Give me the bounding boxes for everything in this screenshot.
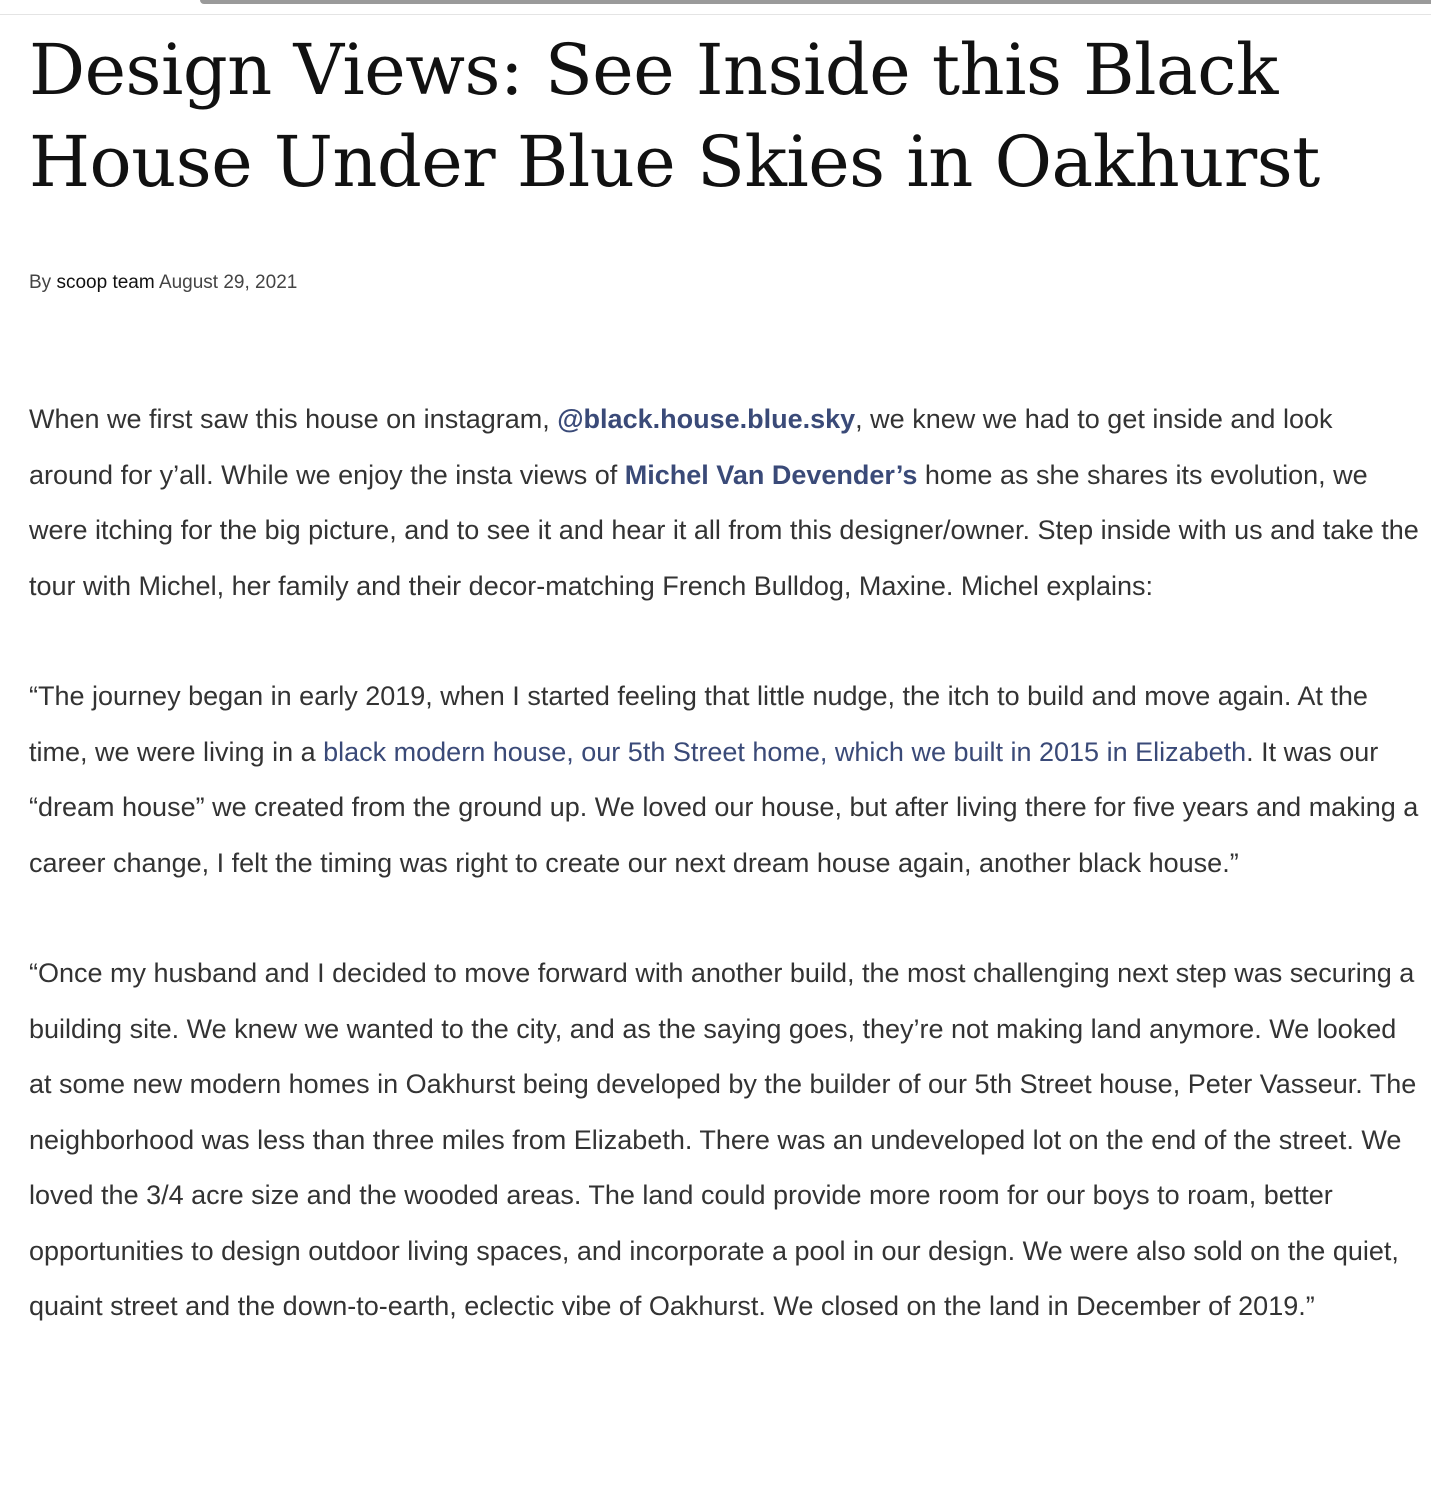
paragraph-building-site: “Once my husband and I decided to move forward with another build, the most challenging next step was securing a building site. We knew we wanted to the city, and as the saying goes, they’re not making land anymore. We looked at some new modern homes in Oakhurst being developed by the builder of our 5th Street house, Peter Vasseur. The neighborhood was less than three miles from Elizabeth. There was an undeveloped lot on the end of the street. We loved the 3/4 acre size and the wooded areas. The land could provide more room for our boys to roam, better opportunities to design outdoor living spaces, and incorporate a pool in our design. We were also sold on the quiet, quaint street and the down-to-earth, eclectic vibe of Oakhurst. We closed on the land in December of 2019.” [29,958,1417,1321]
previous-home-link[interactable]: black modern house, our 5th Street home, which we built in 2015 in Elizabeth [323,736,1247,767]
paragraph-journey-text-1: “The journey began in early 2019, when I started feeling that little nudge, the itch to build and move again. At the time, we were living in a [29,681,1368,767]
paragraph-journey-text-2: . It was our “dream house” we created from the ground up. We loved our house, but after living there for five years and making a career change, I felt the timing was right to create our next dream house again, another black house.” [29,736,1419,878]
top-scroll-indicator [200,0,1431,4]
designer-name-link[interactable]: Michel Van Devender’s [624,459,918,490]
paragraph-intro-text-3: home as she shares its evolution, we were itching for the big picture, and to see it and hear it all from this designer/owner. Step inside with us and take the tour with Michel, her family and their decor-matching French Bulldog, Maxine. Michel explains: [29,459,1419,601]
paragraph-intro-text-2: , we knew we had to get inside and look around for y’all. While we enjoy the insta views of [29,404,1333,490]
article-body [29,392,1424,1335]
top-divider [0,14,1431,15]
byline-prefix: By [29,272,52,293]
byline [29,268,1424,298]
article [29,24,1424,1335]
byline-date: August 29, 2021 [158,272,298,293]
page-title: Design Views: See Inside this Black House Under Blue Skies in Oakhurst [29,29,1320,203]
paragraph-intro [29,392,1424,614]
paragraph-journey [29,669,1424,891]
paragraph-intro-text-1: When we first saw this house on instagram, [29,404,558,434]
browser-top-edge [0,0,1431,14]
byline-author-link[interactable]: scoop team [56,272,155,293]
instagram-handle-link[interactable]: @black.house.blue.sky [557,404,856,434]
